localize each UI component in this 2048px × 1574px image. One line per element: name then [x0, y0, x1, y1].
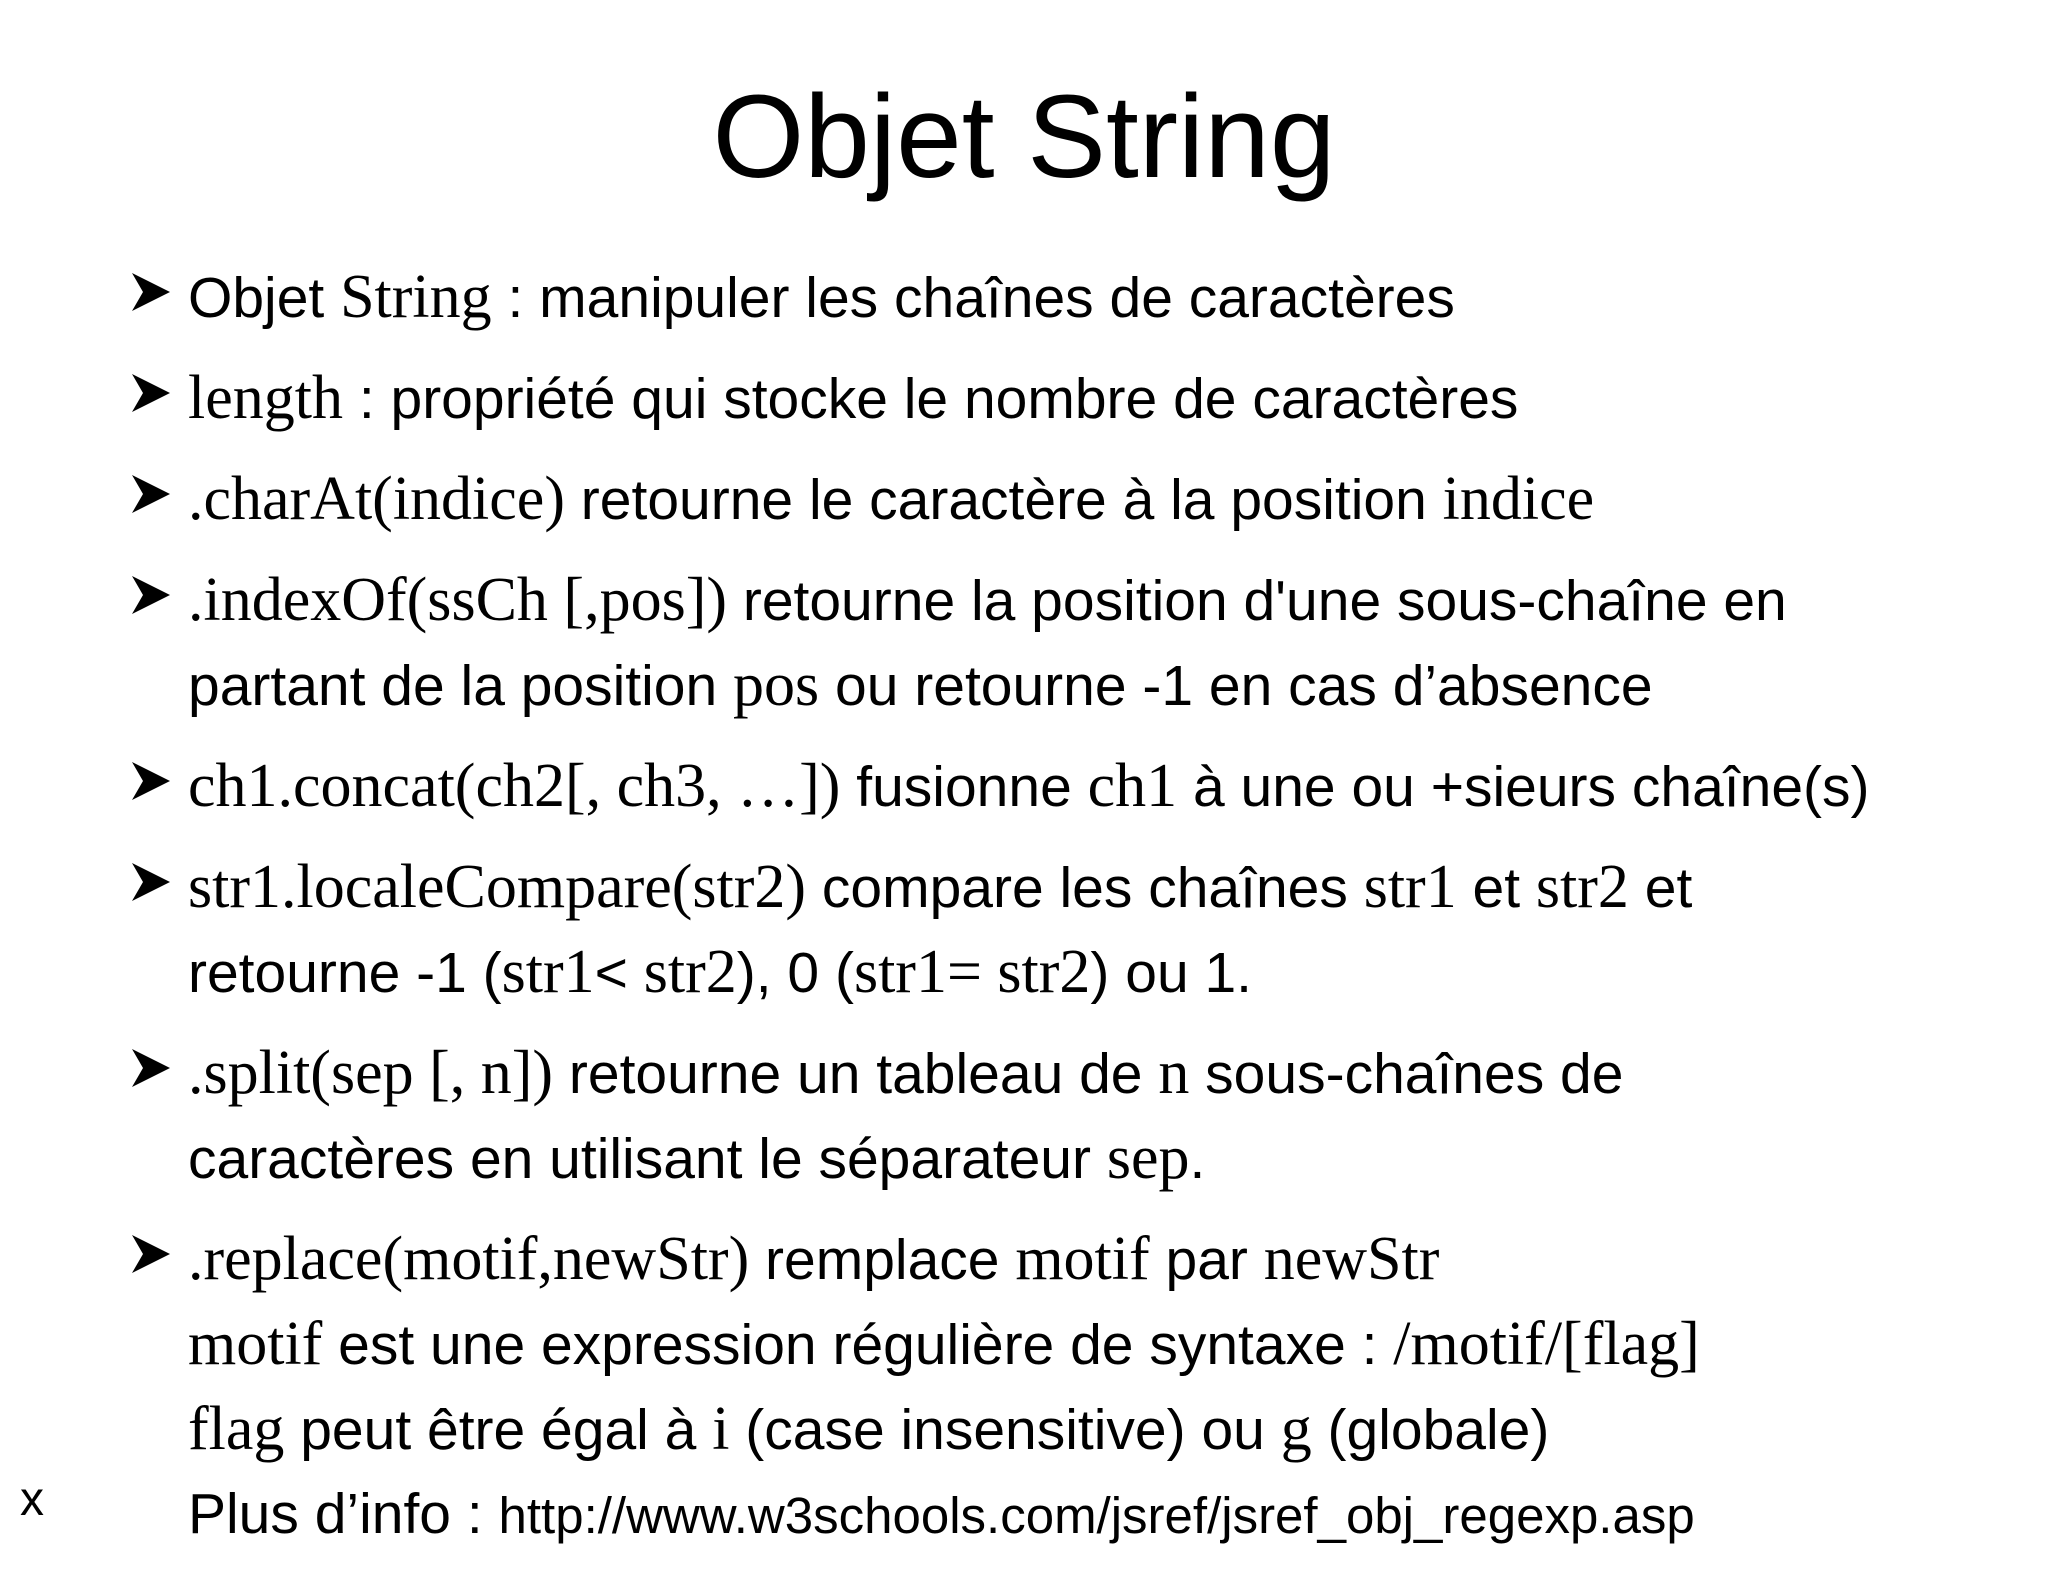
code-term: length — [188, 364, 343, 432]
bullet-text: : manipuler les chaînes de caractères — [491, 266, 1455, 330]
code-term: newStr — [1263, 1225, 1440, 1293]
bullet-text: à une ou +sieurs chaîne(s) — [1177, 755, 1870, 819]
bullet-text: par — [1149, 1228, 1264, 1292]
code-term: str1= str2 — [853, 938, 1091, 1006]
bullet-text: retourne la position d'une sous-chaîne en — [727, 569, 1787, 633]
code-term: motif — [1015, 1225, 1150, 1293]
arrowhead-bullet-icon — [130, 372, 172, 414]
code-term: indice — [1442, 465, 1595, 533]
code-term: str1 — [501, 938, 595, 1006]
code-term: ch1.concat(ch2[, ch3, …]) — [188, 752, 841, 820]
bullet-item — [124, 845, 2024, 1015]
arrowhead-bullet-icon — [130, 861, 172, 903]
bullet-text: retourne un tableau de — [553, 1042, 1159, 1106]
bullet-text: et — [1456, 856, 1536, 920]
code-term: motif — [188, 1310, 323, 1378]
code-term: .split(sep [, n]) — [188, 1039, 554, 1107]
arrowhead-bullet-icon — [130, 473, 172, 515]
corner-mark: x — [20, 1473, 44, 1526]
code-term: n — [1158, 1039, 1190, 1107]
bullet-item — [124, 1217, 2024, 1558]
bullet-text: caractères en utilisant le séparateur — [188, 1127, 1107, 1191]
code-term: .indexOf(ssCh [,pos]) — [188, 566, 727, 634]
code-term: flag — [188, 1395, 285, 1463]
bullet-text: Plus d’info : — [188, 1482, 499, 1546]
bullet-line — [188, 356, 2024, 441]
bullet-line — [188, 744, 2024, 829]
bullet-text: et — [1628, 856, 1693, 920]
code-term: sep — [1106, 1124, 1190, 1192]
bullet-text: < — [594, 941, 644, 1005]
code-term: .replace(motif,newStr) — [188, 1225, 750, 1293]
arrowhead-bullet-icon — [130, 760, 172, 802]
code-term: pos — [733, 651, 820, 719]
bullet-line — [188, 930, 2024, 1015]
bullet-text: : propriété qui stocke le nombre de caractères — [342, 367, 1519, 431]
bullet-text: ) ou 1. — [1090, 941, 1253, 1005]
bullet-line — [188, 558, 2024, 643]
bullet-text: Objet — [188, 266, 341, 330]
bullet-line — [188, 255, 2024, 340]
reference-link-text: http://www.w3schools.com/jsref/jsref_obj_regexp.asp — [498, 1487, 1695, 1544]
bullet-item — [124, 1031, 2024, 1201]
bullet-text: retourne -1 ( — [188, 941, 502, 1005]
bullet-text: est une expression régulière de syntaxe : — [322, 1313, 1394, 1377]
code-term: .charAt(indice) — [188, 465, 565, 533]
bullet-item — [124, 255, 2024, 340]
bullet-text: . — [1189, 1127, 1206, 1191]
bullet-text: (case insensitive) ou — [729, 1398, 1281, 1462]
bullet-text: partant de la position — [188, 654, 734, 718]
code-term: str2 — [1535, 853, 1629, 921]
bullet-text: ou retourne -1 en cas d’absence — [819, 654, 1653, 718]
arrowhead-bullet-icon — [130, 574, 172, 616]
arrowhead-bullet-icon — [130, 1233, 172, 1275]
code-term: str1 — [1363, 853, 1457, 921]
bullet-text: retourne le caractère à la position — [564, 468, 1443, 532]
code-term: ch1 — [1087, 752, 1178, 820]
bullet-text: sous-chaînes de — [1189, 1042, 1624, 1106]
bullet-line — [188, 1472, 2024, 1558]
bullet-line — [188, 845, 2024, 930]
bullet-line — [188, 457, 2024, 542]
slide-title: Objet String — [712, 71, 1336, 203]
bullet-line — [188, 1116, 2024, 1201]
bullet-line — [188, 643, 2024, 728]
bullet-line — [188, 1302, 2024, 1387]
bullet-item — [124, 457, 2024, 542]
bullet-line — [188, 1217, 2024, 1302]
bullet-item — [124, 558, 2024, 728]
bullet-list — [124, 255, 2024, 1574]
code-term: String — [340, 263, 492, 331]
code-term: /motif/[flag] — [1393, 1310, 1700, 1378]
code-term: g — [1280, 1395, 1312, 1463]
code-term: str1.localeCompare(str2) — [188, 853, 807, 921]
arrowhead-bullet-icon — [130, 271, 172, 313]
bullet-text: (globale) — [1311, 1398, 1550, 1462]
code-term: str2 — [643, 938, 737, 1006]
bullet-text: peut être égal à — [284, 1398, 713, 1462]
code-term: i — [712, 1395, 730, 1463]
bullet-line — [188, 1387, 2024, 1472]
bullet-text: ), 0 ( — [736, 941, 854, 1005]
bullet-text: fusionne — [840, 755, 1088, 819]
bullet-text: remplace — [749, 1228, 1016, 1292]
bullet-item — [124, 744, 2024, 829]
arrowhead-bullet-icon — [130, 1047, 172, 1089]
bullet-line — [188, 1031, 2024, 1116]
bullet-item — [124, 356, 2024, 441]
bullet-text: compare les chaînes — [806, 856, 1364, 920]
